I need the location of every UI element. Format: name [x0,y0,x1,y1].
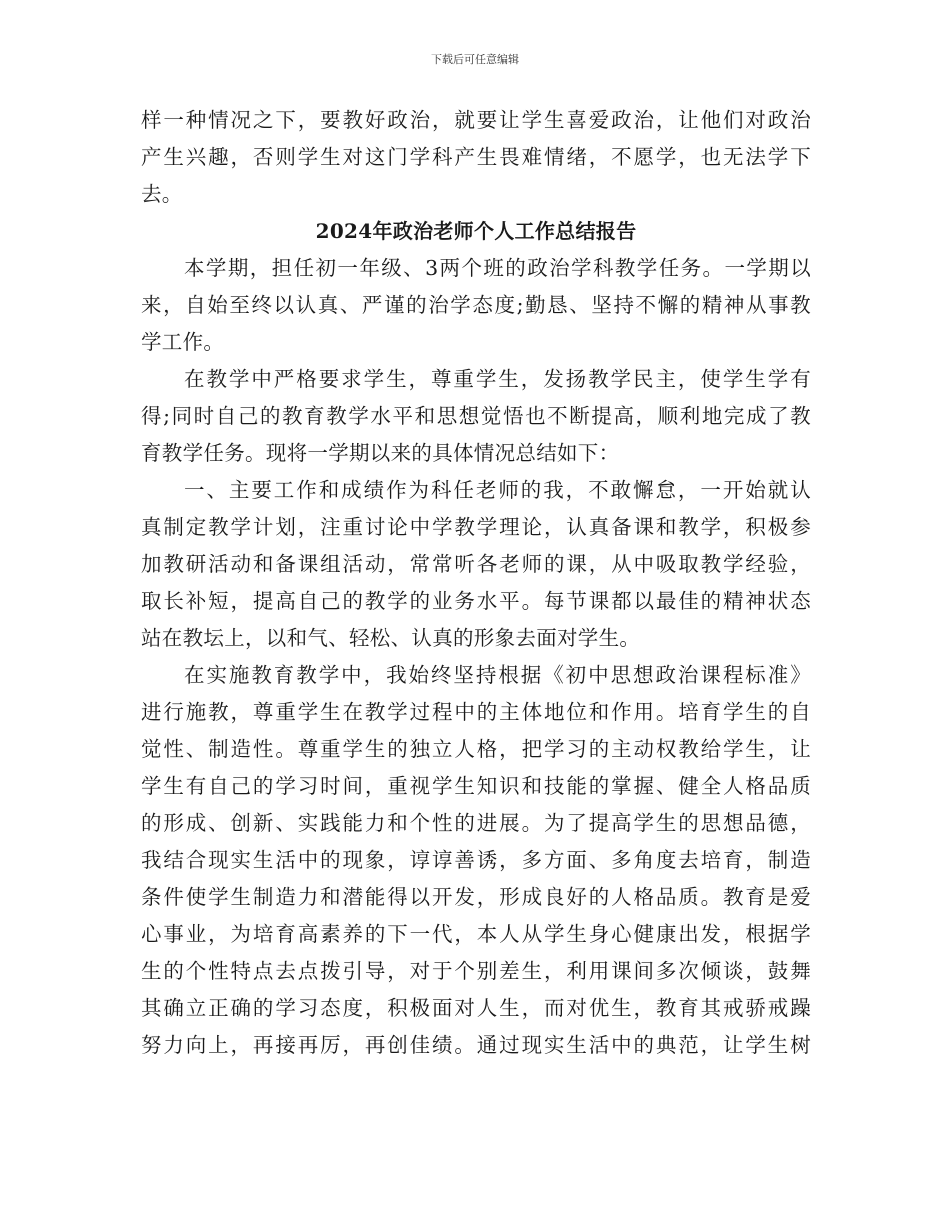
text-line: 真制定教学计划，注重讨论中学教学理论，认真备课和教学，积极参 [141,515,811,539]
text-line: 进行施教，尊重学生在教学过程中的主体地位和作用。培育学生的自 [141,700,811,724]
text-line: 育教学任务。现将一学期以来的具体情况总结如下： [141,441,620,465]
text-line: 其确立正确的学习态度，积极面对人生，而对优生，教育其戒骄戒躁 [141,996,811,1020]
page-header: 下载后可任意编辑 [431,53,519,66]
text-line: 在教学中严格要求学生，尊重学生，发扬教学民主，使学生学有 [184,367,811,391]
text-line: 加教研活动和备课组活动，常常听各老师的课，从中吸取教学经验， [141,552,811,576]
text-line: 心事业，为培育高素养的下一代，本人从学生身心健康出发，根据学 [141,922,811,946]
text-line: 条件使学生制造力和潜能得以开发，形成良好的人格品质。教育是爱 [141,885,811,909]
text-line: 产生兴趣，否则学生对这门学科产生畏难情绪，不愿学，也无法学下 [141,145,811,169]
text-line: 站在教坛上，以和气、轻松、认真的形象去面对学生。 [141,626,641,650]
text-line: 取长补短，提高自己的教学的业务水平。每节课都以最佳的精神状态 [141,589,811,613]
text-line: 去。 [141,182,183,206]
text-line: 得;同时自己的教育教学水平和思想觉悟也不断提高，顺利地完成了教 [141,404,811,428]
document-body [141,102,811,1064]
document-title: 2024年政治老师个人工作总结报告 [315,219,637,243]
text-line: 学生有自己的学习时间，重视学生知识和技能的掌握、健全人格品质 [141,774,811,798]
text-line: 觉性、制造性。尊重学生的独立人格，把学习的主动权教给学生，让 [141,737,811,761]
text-line: 我结合现实生活中的现象，谆谆善诱，多方面、多角度去培育，制造 [141,848,811,872]
text-line: 一、主要工作和成绩作为科任老师的我，不敢懈怠，一开始就认 [184,478,811,502]
text-line: 生的个性特点去点拨引导，对于个别差生，利用课间多次倾谈，鼓舞 [141,959,811,983]
text-line: 来，自始至终以认真、严谨的治学态度;勤恳、坚持不懈的精神从事教 [141,293,811,317]
text-line: 样一种情况之下，要教好政治，就要让学生喜爱政治，让他们对政治 [141,108,811,132]
text-line: 努力向上，再接再厉，再创佳绩。通过现实生活中的典范，让学生树 [141,1033,811,1057]
text-line: 在实施教育教学中，我始终坚持根据《初中思想政治课程标准》 [184,663,811,687]
text-line: 学工作。 [141,330,225,354]
text-line: 的形成、创新、实践能力和个性的进展。为了提高学生的思想品德， [141,811,811,835]
text-line: 本学期，担任初一年级、3两个班的政治学科教学任务。一学期以 [184,256,811,280]
